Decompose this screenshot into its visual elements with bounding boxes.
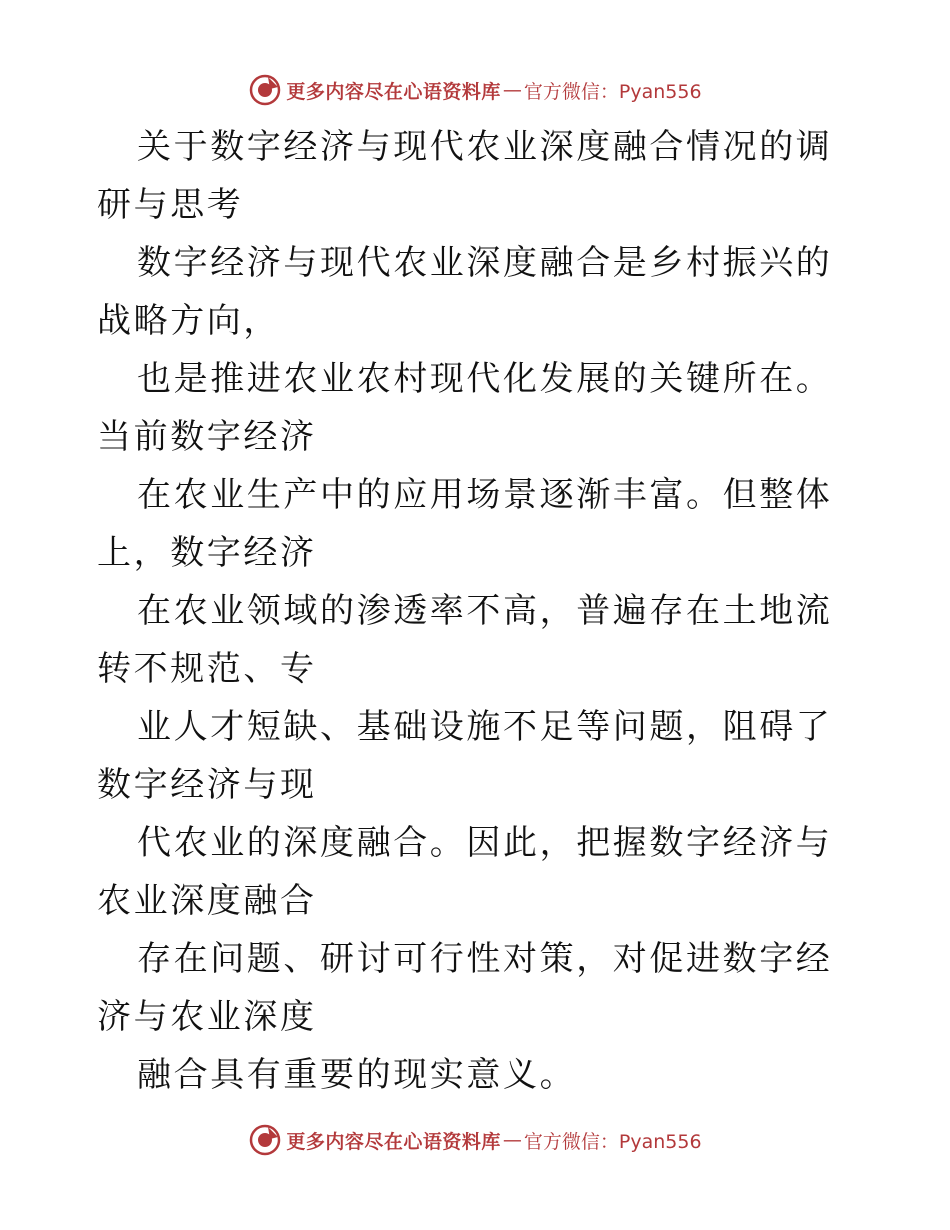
document-body — [97, 118, 857, 1104]
paragraph-line: 融合具有重要的现实意义。 — [137, 1055, 577, 1095]
paragraph-line: 也是推进农业农村现代化发展的关键所在。当前数字经济 — [97, 359, 833, 457]
pen-logo-icon — [248, 1123, 282, 1157]
watermark-contact: 官方微信：Pyan556 — [523, 1130, 702, 1153]
document-title: 关于数字经济与现代农业深度融合情况的调研与思考 — [97, 127, 833, 225]
footer-watermark — [0, 1120, 950, 1160]
watermark-separator: — — [502, 79, 522, 101]
header-watermark — [0, 70, 950, 110]
watermark-contact: 官方微信：Pyan556 — [523, 80, 702, 103]
paragraph-line: 业人才短缺、基础设施不足等问题，阻碍了数字经济与现 — [97, 707, 833, 805]
paragraph-line: 代农业的深度融合。因此，把握数字经济与农业深度融合 — [97, 823, 833, 921]
pen-logo-icon — [248, 73, 282, 107]
paragraph-line: 存在问题、研讨可行性对策，对促进数字经济与农业深度 — [97, 939, 833, 1037]
watermark-separator: — — [502, 1129, 522, 1151]
watermark-text: 更多内容尽在心语资料库 — [286, 80, 501, 103]
paragraph-line: 数字经济与现代农业深度融合是乡村振兴的战略方向， — [97, 243, 833, 341]
watermark-text: 更多内容尽在心语资料库 — [286, 1130, 501, 1153]
paragraph-line: 在农业生产中的应用场景逐渐丰富。但整体上，数字经济 — [97, 475, 833, 573]
paragraph-line: 在农业领域的渗透率不高，普遍存在土地流转不规范、专 — [97, 591, 833, 689]
